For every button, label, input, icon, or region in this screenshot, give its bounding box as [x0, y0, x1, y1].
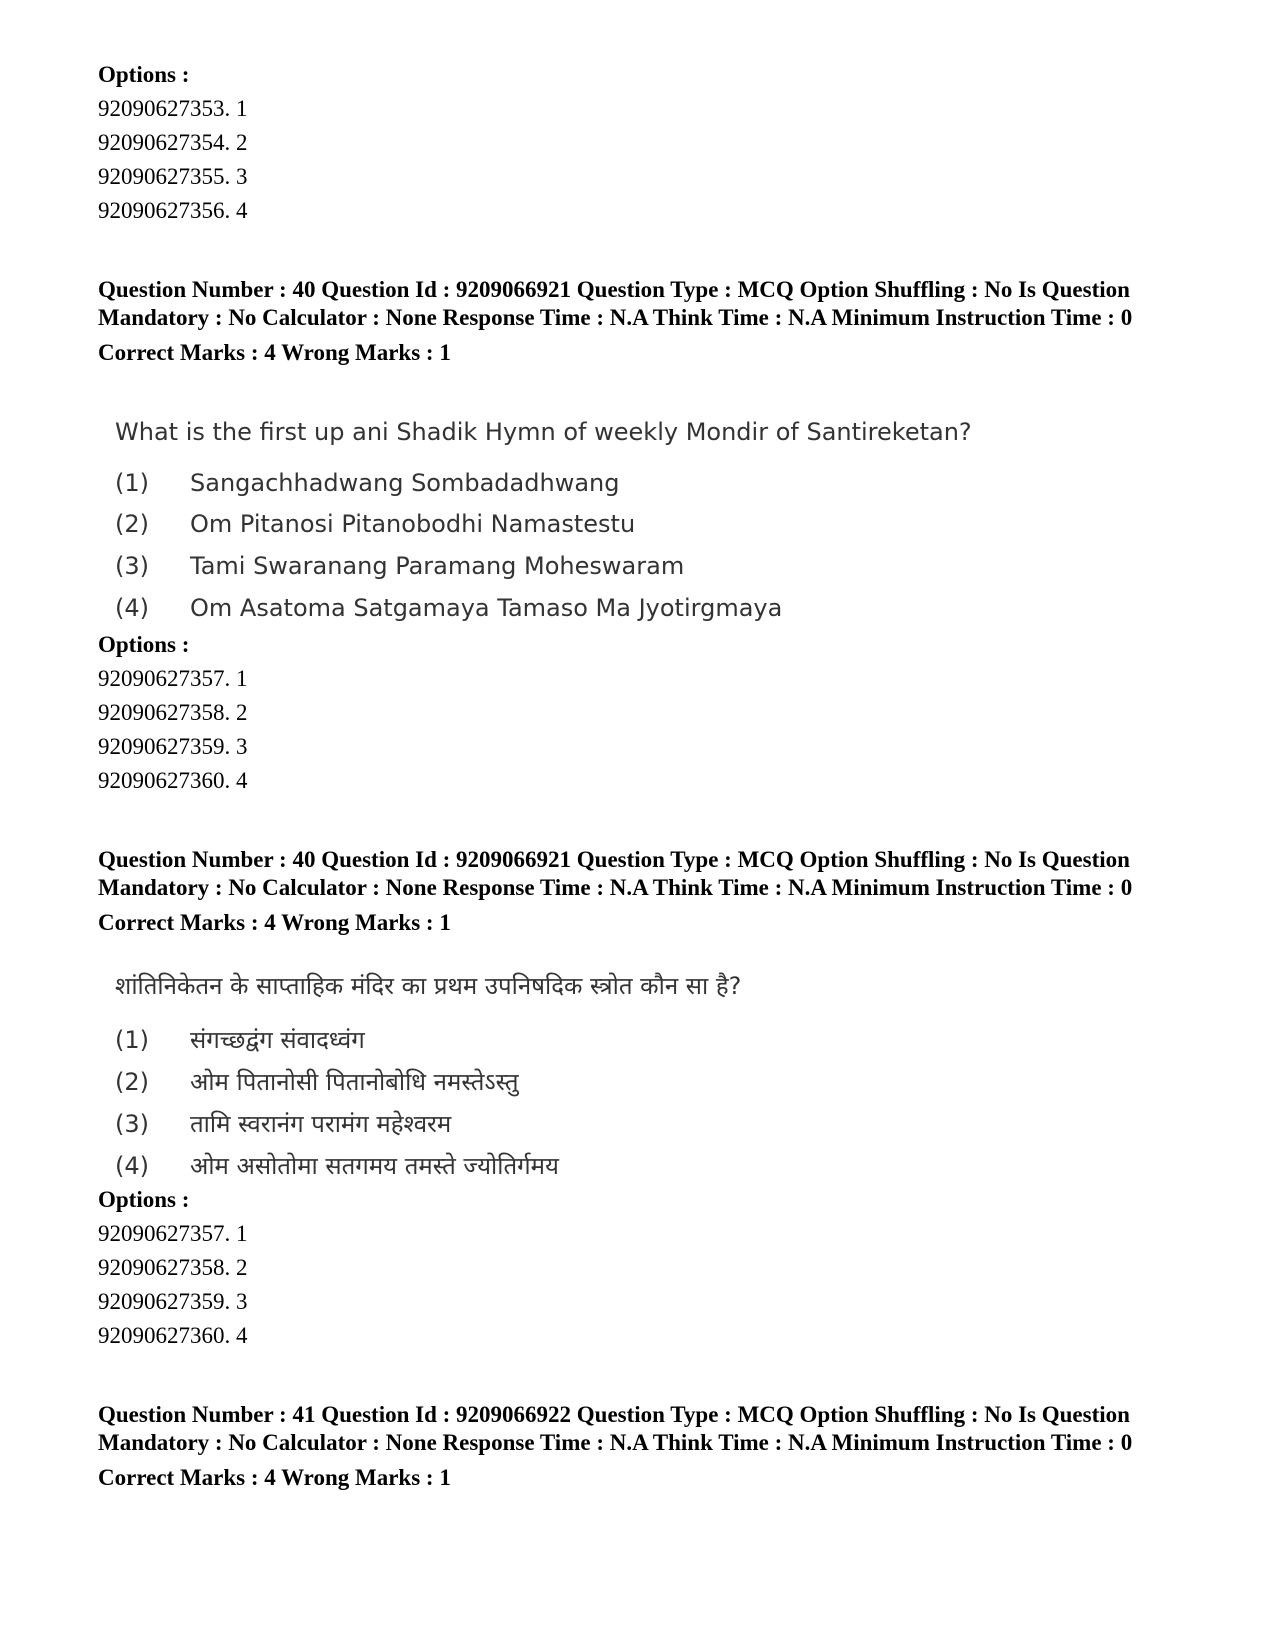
choice-number: (4): [115, 594, 149, 622]
question-image-q40-hi: [115, 970, 1115, 1182]
option-line: 92090627358. 2: [98, 1255, 248, 1280]
question-marks: Correct Marks : 4 Wrong Marks : 1: [98, 340, 451, 365]
option-line: 92090627360. 4: [98, 768, 248, 793]
choice-4: [115, 1150, 1115, 1182]
option-line: 92090627358. 2: [98, 700, 248, 725]
choice-2: [115, 508, 1115, 540]
question-marks: Correct Marks : 4 Wrong Marks : 1: [98, 910, 451, 935]
question-header-q40-hi: [98, 846, 1178, 937]
choice-text: संगच्छद्वंग संवादध्वंग: [190, 1026, 365, 1054]
choice-3: [115, 550, 1115, 582]
options-block-q40-hi: [98, 1183, 1178, 1353]
question-meta: Question Number : 41 Question Id : 9209066922 Question Type : MCQ Option Shuffling : No Is Question Mandatory : No Calculator : None Response Time : N.A Think Time : N.A Minimum Instruction Time : 0: [98, 1402, 1133, 1455]
options-block-q39: [98, 58, 1178, 228]
options-heading: Options :: [98, 62, 190, 87]
option-line: 92090627357. 1: [98, 666, 248, 691]
choice-text: Sangachhadwang Sombadadhwang: [190, 469, 620, 497]
option-line: 92090627355. 3: [98, 164, 248, 189]
choice-number: (3): [115, 1110, 149, 1138]
choice-number: (1): [115, 469, 149, 497]
choice-number: (2): [115, 1068, 149, 1096]
options-heading: Options :: [98, 632, 190, 657]
choice-4: [115, 592, 1115, 624]
choice-number: (2): [115, 510, 149, 538]
choice-3: [115, 1108, 1115, 1140]
choice-1: [115, 467, 1115, 499]
choice-text: ओम असोतोमा सतगमय तमस्ते ज्योतिर्गमय: [190, 1152, 559, 1180]
option-line: 92090627356. 4: [98, 198, 248, 223]
option-line: 92090627357. 1: [98, 1221, 248, 1246]
question-text: What is the first up ani Shadik Hymn of weekly Mondir of Santireketan?: [115, 418, 972, 446]
question-header-q41: [98, 1401, 1178, 1492]
choice-2: [115, 1066, 1115, 1098]
choice-text: Om Pitanosi Pitanobodhi Namastestu: [190, 510, 636, 538]
choice-number: (3): [115, 552, 149, 580]
options-heading: Options :: [98, 1187, 190, 1212]
question-meta: Question Number : 40 Question Id : 9209066921 Question Type : MCQ Option Shuffling : No Is Question Mandatory : No Calculator : None Response Time : N.A Think Time : N.A Minimum Instruction Time : 0: [98, 847, 1133, 900]
choice-text: Tami Swaranang Paramang Moheswaram: [190, 552, 685, 580]
options-block-q40-en: [98, 628, 1178, 798]
choice-text: ओम पितानोसी पितानोबोधि नमस्तेऽस्तु: [190, 1068, 519, 1096]
question-image-q40-en: [115, 416, 1115, 624]
choice-1: [115, 1024, 1115, 1056]
choice-number: (1): [115, 1026, 149, 1054]
question-text: शांतिनिकेतन के साप्ताहिक मंदिर का प्रथम उपनिषदिक स्त्रोत कौन सा है?: [115, 972, 742, 1000]
choice-text: तामि स्वरानंग परामंग महेश्वरम: [190, 1110, 452, 1138]
option-line: 92090627360. 4: [98, 1323, 248, 1348]
choice-number: (4): [115, 1152, 149, 1180]
question-header-q40-en: [98, 276, 1178, 367]
option-line: 92090627359. 3: [98, 734, 248, 759]
choice-text: Om Asatoma Satgamaya Tamaso Ma Jyotirgmaya: [190, 594, 783, 622]
option-line: 92090627354. 2: [98, 130, 248, 155]
option-line: 92090627359. 3: [98, 1289, 248, 1314]
option-line: 92090627353. 1: [98, 96, 248, 121]
question-meta: Question Number : 40 Question Id : 9209066921 Question Type : MCQ Option Shuffling : No Is Question Mandatory : No Calculator : None Response Time : N.A Think Time : N.A Minimum Instruction Time : 0: [98, 277, 1133, 330]
question-marks: Correct Marks : 4 Wrong Marks : 1: [98, 1465, 451, 1490]
